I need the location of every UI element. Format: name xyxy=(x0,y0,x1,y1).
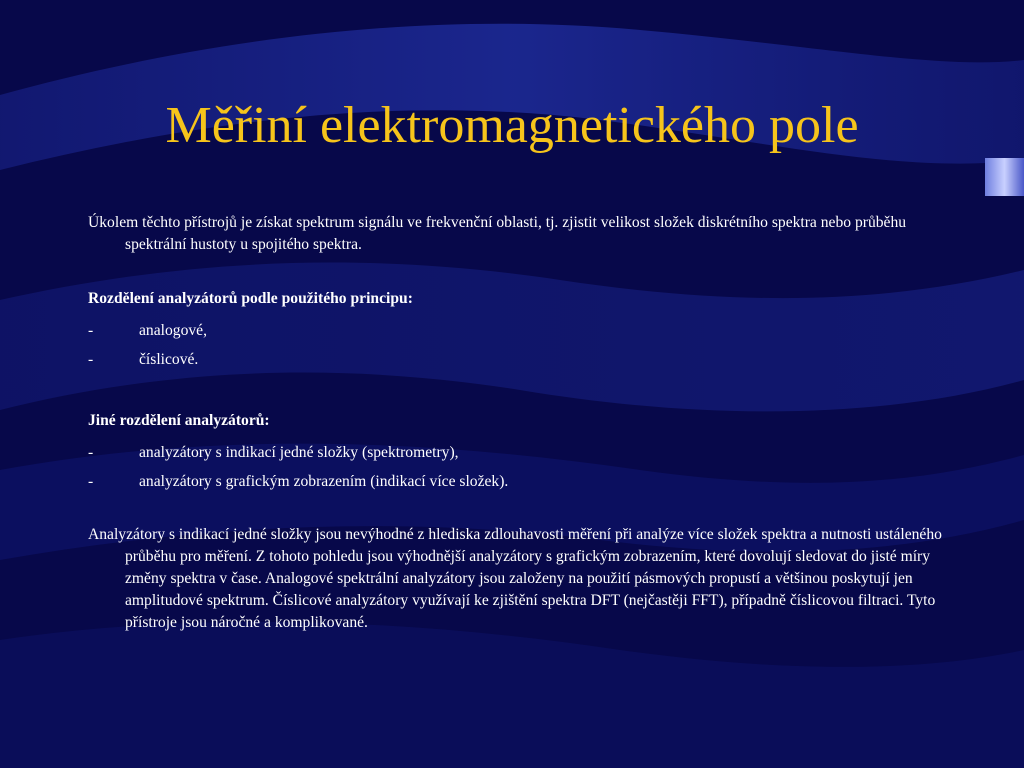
list-marker: - xyxy=(88,322,94,339)
list-item-text: analyzátory s grafickým zobrazením (indikací více složek). xyxy=(139,473,509,490)
slide-title: Měřiní elektromagnetického pole xyxy=(165,97,859,154)
list-item xyxy=(88,442,948,471)
list-item xyxy=(88,349,948,378)
list-marker: - xyxy=(88,351,94,368)
list-item xyxy=(88,471,948,500)
list-item xyxy=(88,320,948,349)
decorative-tab xyxy=(985,158,1024,196)
slide-content xyxy=(88,212,948,634)
list-item-text: analyzátory s indikací jedné složky (spektrometry), xyxy=(139,444,459,461)
section-heading-principle: Rozdělení analyzátorů podle použitého principu: xyxy=(88,290,413,307)
list-marker: - xyxy=(88,444,94,461)
intro-paragraph: Úkolem těchto přístrojů je získat spektrum signálu ve frekvenční oblasti, tj. zjistit velikost složek diskrétního spektra nebo průběhu spektrální hustoty u spojitého spektra. xyxy=(88,214,907,253)
section-heading-other: Jiné rozdělení analyzátorů: xyxy=(88,412,270,429)
list-item-text: číslicové. xyxy=(139,351,199,368)
list-item-text: analogové, xyxy=(139,322,207,339)
conclusion-paragraph: Analyzátory s indikací jedné složky jsou nevýhodné z hlediska zdlouhavosti měření při analýze více složek spektra a nutnosti ustáleného průběhu pro měření. Z tohoto pohledu jsou výhodnější analyzátory s grafickým zobrazením, které dovolují sledovat do jisté míry změny spektra v čase. Analogové spektrální analyzátory jsou založeny na použití pásmových propustí a většinou poskytují jen amplitudové spektrum. Číslicové analyzátory využívají ke zjištění spektra DFT (nejčastěji FFT), případně číslicovou filtraci. Tyto přístroje jsou náročné a komplikované. xyxy=(88,526,942,631)
list-marker: - xyxy=(88,473,94,490)
